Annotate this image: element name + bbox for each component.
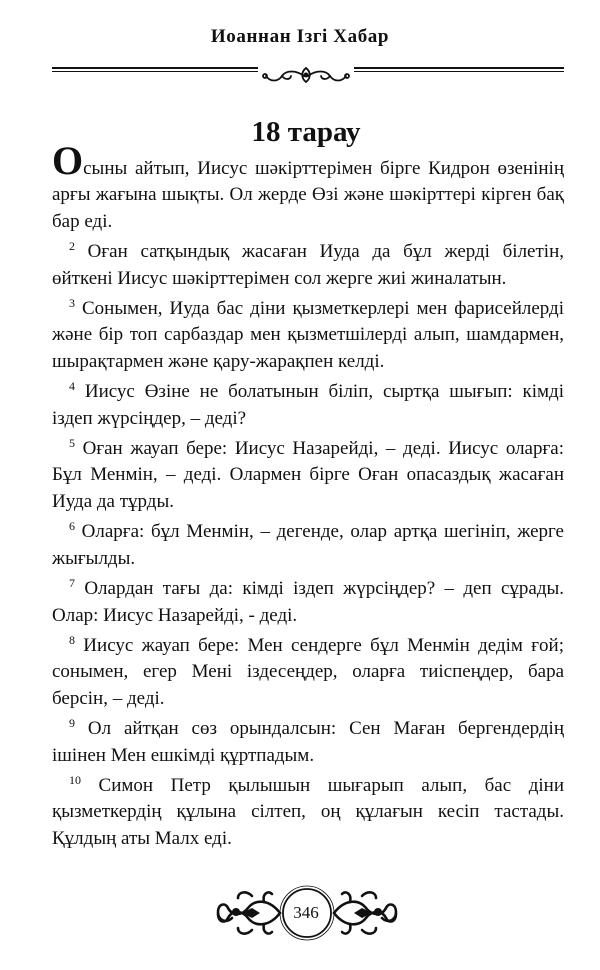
chapter-text (52, 138, 564, 856)
verse-paragraph (52, 239, 564, 292)
verse-text: Оларға: бұл Менмін, – дегенде, олар артқа шегініп, жерге жығылды. (52, 521, 564, 569)
verse-number: 2 (69, 239, 75, 254)
verse-number: 4 (69, 379, 75, 394)
verse-number: 10 (69, 772, 81, 787)
verse-text: сыны айтып, Иисус шәкірттерімен бірге Кидрон өзенінің арғы жағына шықты. Ол жерде Өзі және шәкірттері кірген бақ бар еді. (52, 158, 564, 232)
verse-paragraph (52, 138, 564, 235)
page-number: 346 (293, 903, 319, 922)
verse-paragraph (52, 379, 564, 432)
verse-number: 5 (69, 436, 75, 451)
running-head: Иоаннан Ізгі Хабар (210, 26, 390, 47)
verse-text: Иисус жауап бере: Мен сендерге бұл Менмін дедім ғой; сонымен, егер Мені іздесеңдер, оларға тиіспеңдер, бара берсін, – деді. (52, 634, 564, 709)
verse-text: Иисус Өзіне не болатынын біліп, сыртқа шығып: кімді іздеп жүрсіңдер, – деді? (52, 381, 564, 429)
verse-text: Оған жауап бере: Иисус Назарейді, – деді. Иисус оларға: Бұл Менмін, – деді. Олармен бірге Оған опасаздық жасаған Иуда да тұрды. (52, 438, 564, 512)
verse-text: Симон Петр қылышын шығарып алып, бас діни қызметкердің құлына сілтеп, оң құлағын кесіп тастады. Құлдың аты Малх еді. (52, 774, 564, 849)
verse-number: 6 (69, 519, 75, 534)
verse-text: Сонымен, Иуда бас діни қызметкерлері мен фарисейлерді және бір топ сарбаздар мен қызметшілерді алып, шамдармен, шырақтармен және қару-жарақпен келді. (52, 298, 564, 372)
verse-text: Оған сатқындық жасаған Иуда да бұл жерді білетін, өйткені Иисус шәкірттерімен сол жерге жиі жиналатын. (52, 241, 564, 289)
verse-paragraph (52, 519, 564, 572)
verse-number: 3 (69, 296, 75, 311)
verse-text: Олардан тағы да: кімді іздеп жүрсіңдер? – деп сұрады. Олар: Иисус Назарейді, - деді. (52, 578, 564, 626)
verse-paragraph (52, 716, 564, 769)
chapter-title: 18 тарау (251, 116, 361, 148)
verse-paragraph (52, 436, 564, 515)
verse-paragraph (52, 633, 564, 712)
verse-paragraph (52, 296, 564, 375)
verse-number: 8 (69, 632, 75, 647)
verse-text: Ол айтқан сөз орындалсын: Сен Маған бергендердің ішінен Мен ешкімді құртпадым. (52, 718, 564, 766)
drop-cap: О (52, 138, 84, 183)
verse-paragraph (52, 773, 564, 852)
verse-number: 9 (69, 716, 75, 731)
top-ornament-icon (258, 64, 354, 90)
verse-paragraph (52, 576, 564, 629)
verse-number: 7 (69, 576, 75, 591)
